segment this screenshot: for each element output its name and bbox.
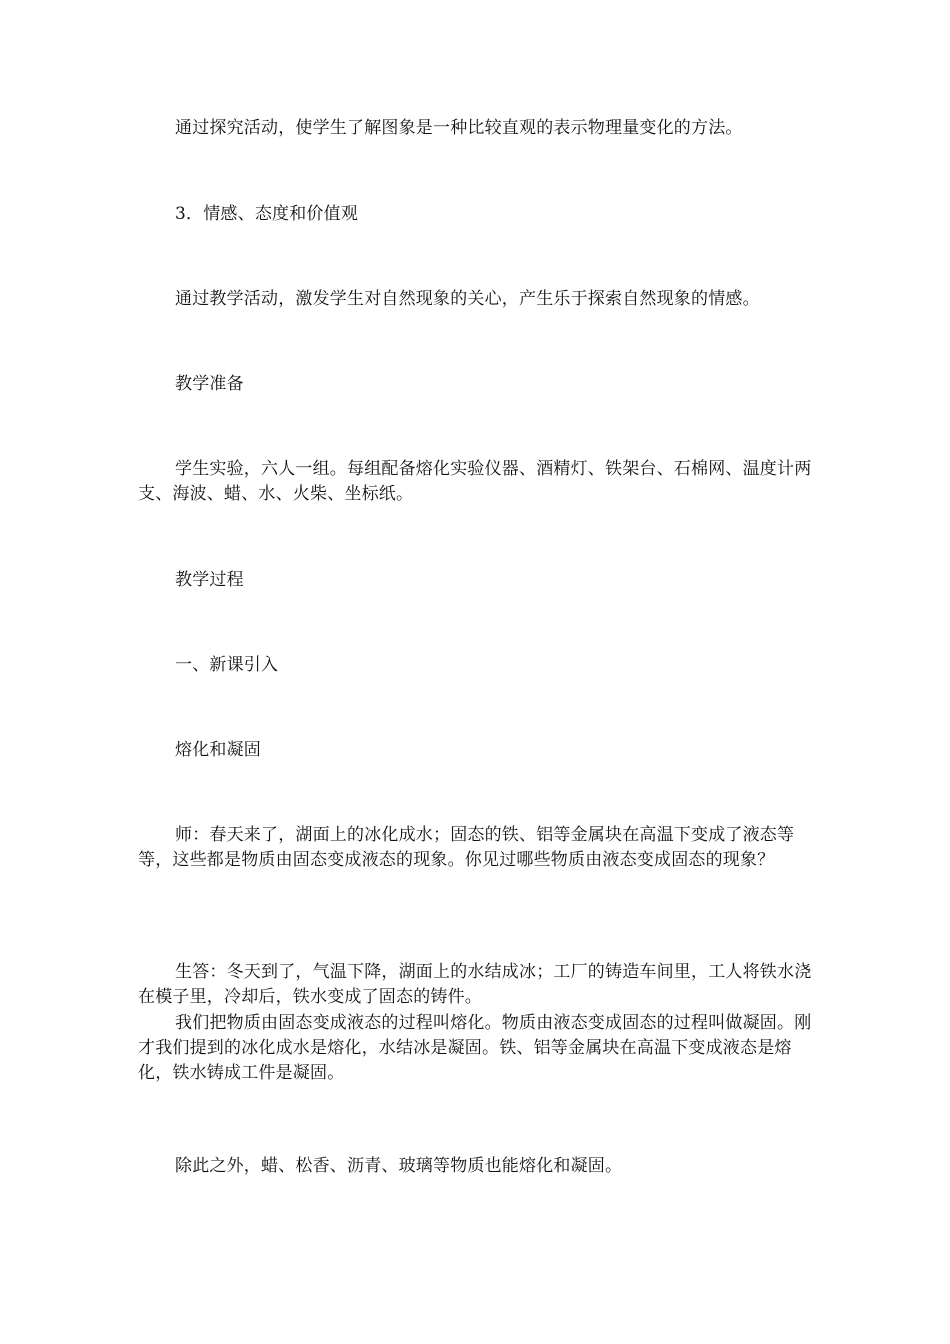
paragraph-teacher-question: 师：春天来了，湖面上的冰化成水；固态的铁、铝等金属块在高温下变成了液态等等，这些都是物质由固态变成液态的现象。你见过哪些物质由液态变成固态的现象？	[138, 825, 795, 870]
section-heading-melting-solidifying: 熔化和凝固	[175, 740, 261, 760]
section-heading-emotion-attitude-values: 3．情感、态度和价值观	[175, 204, 359, 224]
paragraph-objective-method: 通过探究活动，使学生了解图象是一种比较直观的表示物理量变化的方法。	[175, 118, 743, 138]
paragraph-other-substances: 除此之外，蜡、松香、沥青、玻璃等物质也能熔化和凝固。	[175, 1156, 623, 1176]
section-heading-teaching-preparation: 教学准备	[175, 374, 244, 394]
section-heading-teaching-process: 教学过程	[175, 570, 244, 590]
paragraph-objective-emotion: 通过教学活动，激发学生对自然现象的关心，产生乐于探索自然现象的情感。	[175, 289, 760, 309]
section-heading-new-lesson-intro: 一、新课引入	[175, 655, 279, 675]
paragraph-preparation-materials: 学生实验，六人一组。每组配备熔化实验仪器、酒精灯、铁架台、石棉网、温度计两支、海波、蜡、水、火柴、坐标纸。	[138, 459, 812, 504]
paragraph-definitions: 我们把物质由固态变成液态的过程叫熔化。物质由液态变成固态的过程叫做凝固。刚才我们提到的冰化成水是熔化，水结冰是凝固。铁、铝等金属块在高温下变成液态是熔化，铁水铸成工件是凝固。	[138, 1013, 812, 1083]
paragraph-student-answer: 生答：冬天到了，气温下降，湖面上的水结成冰；工厂的铸造车间里，工人将铁水浇在模子里，冷却后，铁水变成了固态的铸件。	[138, 962, 812, 1007]
